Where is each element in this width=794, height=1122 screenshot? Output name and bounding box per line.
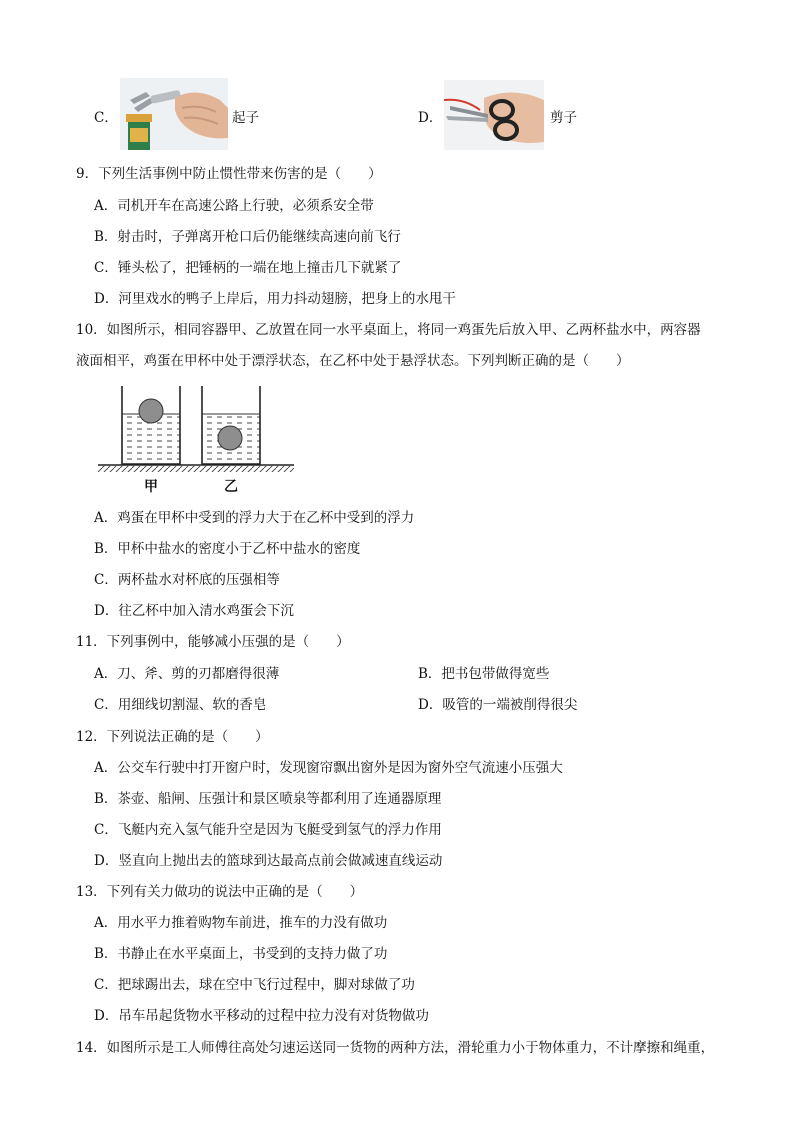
q12-option-d: D．竖直向上抛出去的篮球到达最高点前会做减速直线运动 [94, 853, 443, 869]
scissors-icon [444, 80, 544, 150]
q9-option-b: B．射击时，子弹离开枪口后仍能继续高速向前飞行 [94, 229, 401, 245]
q13-option-a: A．用水平力推着购物车前进，推车的力没有做功 [94, 915, 388, 931]
q10-option-d: D．往乙杯中加入清水鸡蛋会下沉 [94, 603, 294, 619]
q10-option-b: B．甲杯中盐水的密度小于乙杯中盐水的密度 [94, 541, 361, 557]
q11-option-d: D．吸管的一端被削得很尖 [418, 697, 578, 713]
q11-option-b: B．把书包带做得宽些 [418, 666, 550, 682]
container-label-jia: 甲 [144, 479, 158, 495]
q8-option-c-letter: C． [94, 110, 118, 126]
q11-option-a: A．刀、斧、剪的刃都磨得很薄 [94, 666, 280, 682]
q10-option-a: A．鸡蛋在甲杯中受到的浮力大于在乙杯中受到的浮力 [94, 510, 415, 526]
q9-stem: 9．下列生活事例中防止惯性带来伤害的是（ ） [76, 166, 382, 182]
q13-option-b: B．书静止在水平桌面上，书受到的支持力做了功 [94, 946, 388, 962]
q9-option-a: A．司机开车在高速公路上行驶，必须系安全带 [94, 198, 374, 214]
q8-option-c-label: 起子 [232, 110, 259, 126]
q8-option-d-label: 剪子 [550, 110, 577, 126]
q12-option-a: A．公交车行驶中打开窗户时，发现窗帘飘出窗外是因为窗外空气流速小压强大 [94, 760, 563, 776]
q11-option-c: C．用细线切割湿、软的香皂 [94, 697, 267, 713]
q10-stem-line1: 10．如图所示，相同容器甲、乙放置在同一水平桌面上，将同一鸡蛋先后放入甲、乙两杯盐水中，两容器 [76, 322, 701, 338]
q12-option-b: B．茶壶、船闸、压强计和景区喷泉等都利用了连通器原理 [94, 791, 442, 807]
q12-option-c: C．飞艇内充入氢气能升空是因为飞艇受到氢气的浮力作用 [94, 822, 442, 838]
q12-stem: 12．下列说法正确的是（ ） [76, 729, 269, 745]
container-label-yi: 乙 [224, 479, 238, 495]
q10-stem-line2: 液面相平，鸡蛋在甲杯中处于漂浮状态，在乙杯中处于悬浮状态。下列判断正确的是（ ） [76, 353, 630, 369]
containers-figure [96, 384, 296, 496]
q13-option-c: C．把球踢出去，球在空中飞行过程中，脚对球做了功 [94, 977, 415, 993]
q9-option-d: D．河里戏水的鸭子上岸后，用力抖动翅膀，把身上的水甩干 [94, 291, 456, 307]
q13-stem: 13．下列有关力做功的说法中正确的是（ ） [76, 884, 364, 900]
bottle-opener-icon [120, 78, 228, 150]
scissors-photo [444, 80, 544, 150]
bottle-opener-photo [120, 78, 228, 150]
containers-diagram [96, 384, 296, 496]
q11-stem: 11．下列事例中，能够减小压强的是（ ） [76, 634, 350, 650]
q10-option-c: C．两杯盐水对杯底的压强相等 [94, 572, 280, 588]
q13-option-d: D．吊车吊起货物水平移动的过程中拉力没有对货物做功 [94, 1008, 429, 1024]
q8-option-d-letter: D． [418, 110, 443, 126]
q14-stem: 14．如图所示是工人师傅往高处匀速运送同一货物的两种方法，滑轮重力小于物体重力，不计摩擦和绳重， [76, 1040, 715, 1056]
q9-option-c: C．锤头松了，把锤柄的一端在地上撞击几下就紧了 [94, 260, 402, 276]
